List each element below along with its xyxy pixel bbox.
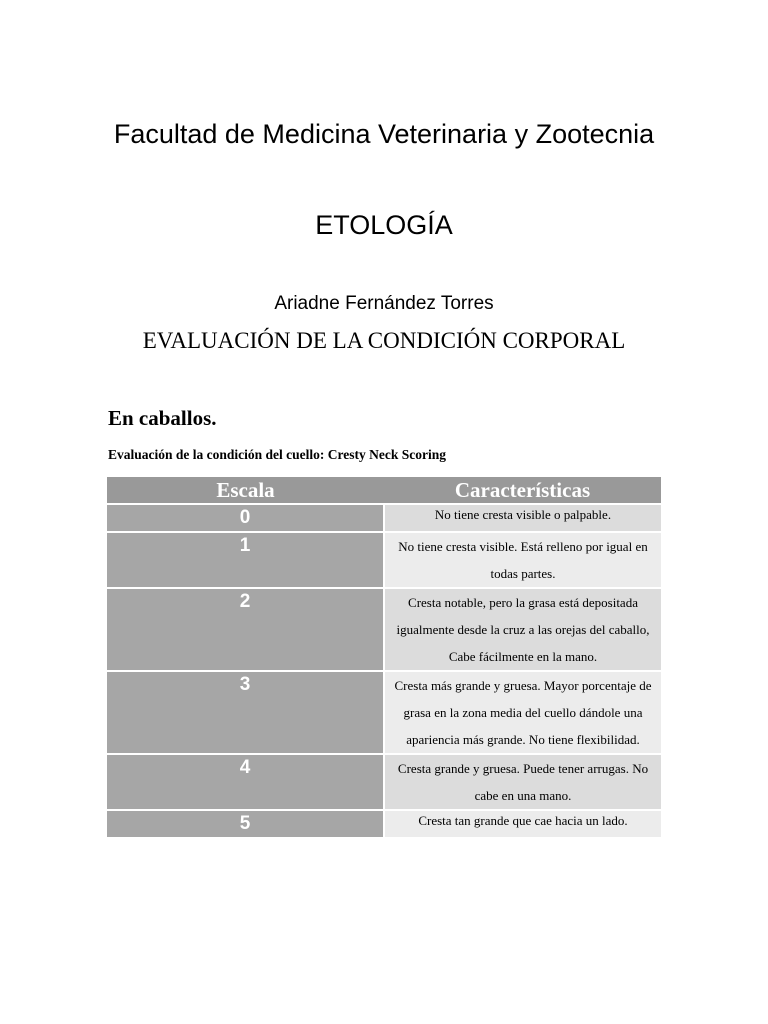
table-header-row	[107, 477, 661, 504]
score-level: 4	[107, 754, 384, 810]
table-caption: Evaluación de la condición del cuello: Cresty Neck Scoring	[108, 447, 446, 462]
score-level: 0	[107, 504, 384, 532]
score-level: 2	[107, 588, 384, 671]
score-description: Cresta más grande y gruesa. Mayor porcentaje de grasa en la zona media del cuello dándole una apariencia más grande. No tiene flexibilidad.	[384, 671, 661, 754]
subject-title: ETOLOGÍA	[315, 210, 453, 240]
table-row	[107, 532, 661, 588]
document-title: EVALUACIÓN DE LA CONDICIÓN CORPORAL	[142, 328, 626, 353]
table-row	[107, 754, 661, 810]
author-name: Ariadne Fernández Torres	[274, 293, 494, 314]
score-level: 1	[107, 532, 384, 588]
score-description: No tiene cresta visible o palpable.	[384, 504, 661, 532]
score-level: 3	[107, 671, 384, 754]
faculty-name: Facultad de Medicina Veterinaria y Zootecnia	[113, 119, 655, 149]
score-level: 5	[107, 810, 384, 838]
table-row	[107, 588, 661, 671]
cresty-neck-score-table	[107, 477, 661, 839]
score-description: Cresta grande y gruesa. Puede tener arrugas. No cabe en una mano.	[384, 754, 661, 810]
table-row	[107, 504, 661, 532]
score-description: No tiene cresta visible. Está relleno por igual en todas partes.	[384, 532, 661, 588]
score-description: Cresta tan grande que cae hacia un lado.	[384, 810, 661, 838]
column-header-characteristics: Características	[384, 477, 661, 504]
column-header-scale: Escala	[107, 477, 384, 504]
section-heading: En caballos.	[108, 406, 217, 430]
score-description: Cresta notable, pero la grasa está depositada igualmente desde la cruz a las orejas del caballo, Cabe fácilmente en la mano.	[384, 588, 661, 671]
table-row	[107, 810, 661, 838]
table-row	[107, 671, 661, 754]
